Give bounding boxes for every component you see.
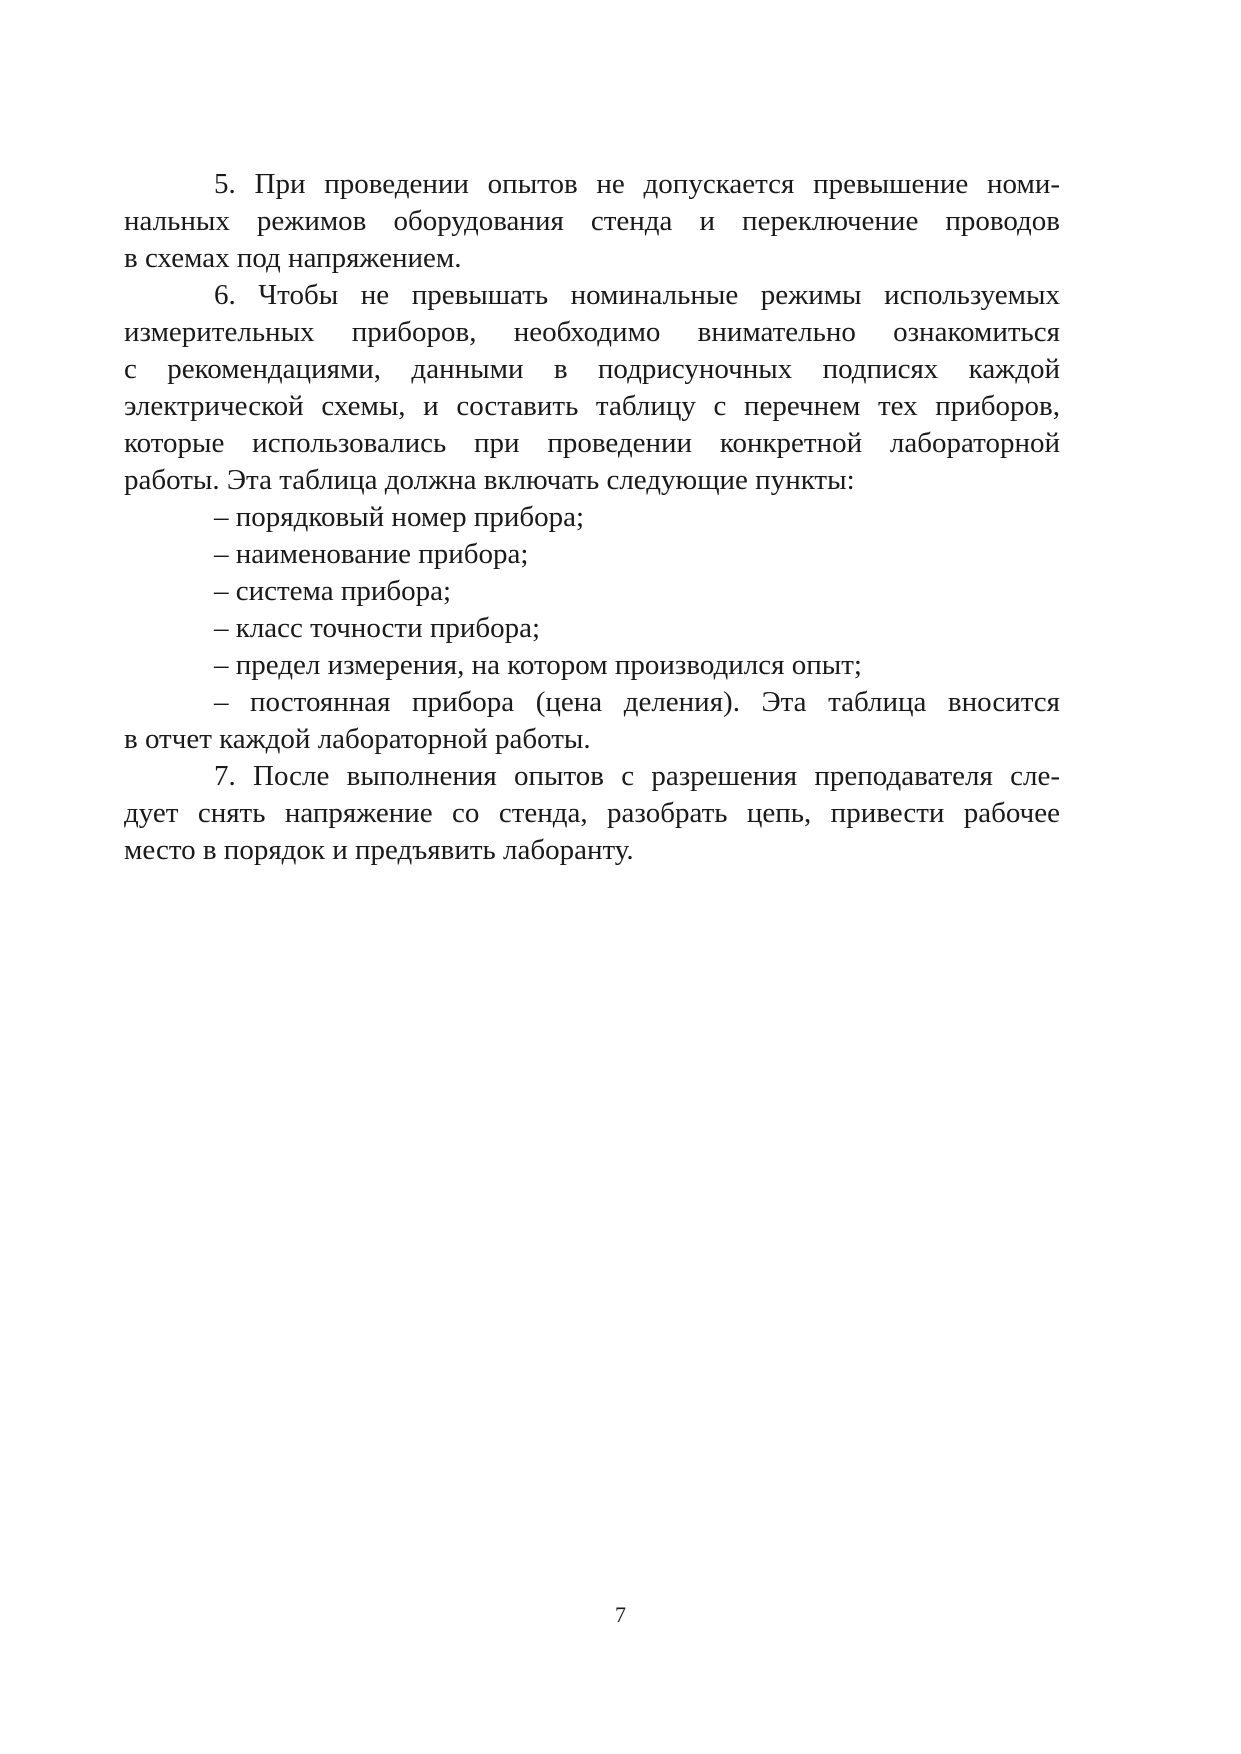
paragraph-7-line-2: дует снять напряжение со стенда, разобрать цепь, привести рабочее [124,797,1060,829]
paragraph-7-line-1: 7. После выполнения опытов с разрешения преподавателя сле- [214,760,1060,792]
paragraph-6-line-2: измерительных приборов, необходимо внимательно ознакомиться [124,316,1060,348]
paragraph-5-line-3: в схемах под напряжением. [124,242,462,274]
list-item-last [124,684,1060,758]
list-item: – предел измерения, на котором производился опыт; [214,649,862,681]
list-item-last-line-2: в отчет каждой лабораторной работы. [124,723,591,755]
paragraph-5 [124,166,1060,277]
list-item: – наименование прибора; [214,538,529,570]
document-body [124,166,1060,869]
paragraph-6-line-3: с рекомендациями, данными в подрисуночных подписях каждой [124,353,1060,385]
paragraph-6-line-1: 6. Чтобы не превышать номинальные режимы используемых [214,279,1060,311]
paragraph-6-line-6: работы. Эта таблица должна включать следующие пункты: [124,464,855,496]
page-number: 7 [615,1602,626,1627]
paragraph-6-line-5: которые использовались при проведении конкретной лабораторной [124,427,1060,459]
paragraph-7 [124,758,1060,869]
paragraph-5-line-1: 5. При проведении опытов не допускается превышение номи- [214,168,1060,200]
paragraph-5-line-2: нальных режимов оборудования стенда и переключение проводов [124,205,1060,237]
paragraph-7-line-3: место в порядок и предъявить лаборанту. [124,834,634,866]
list-item-last-line-1: – постоянная прибора (цена деления). Эта таблица вносится [214,686,1060,718]
list-item: – порядковый номер прибора; [214,501,585,533]
requirements-list [124,499,1060,684]
paragraph-6 [124,277,1060,499]
list-item: – система прибора; [214,575,452,607]
paragraph-6-line-4: электрической схемы, и составить таблицу с перечнем тех приборов, [124,390,1060,422]
list-item: – класс точности прибора; [214,612,541,644]
